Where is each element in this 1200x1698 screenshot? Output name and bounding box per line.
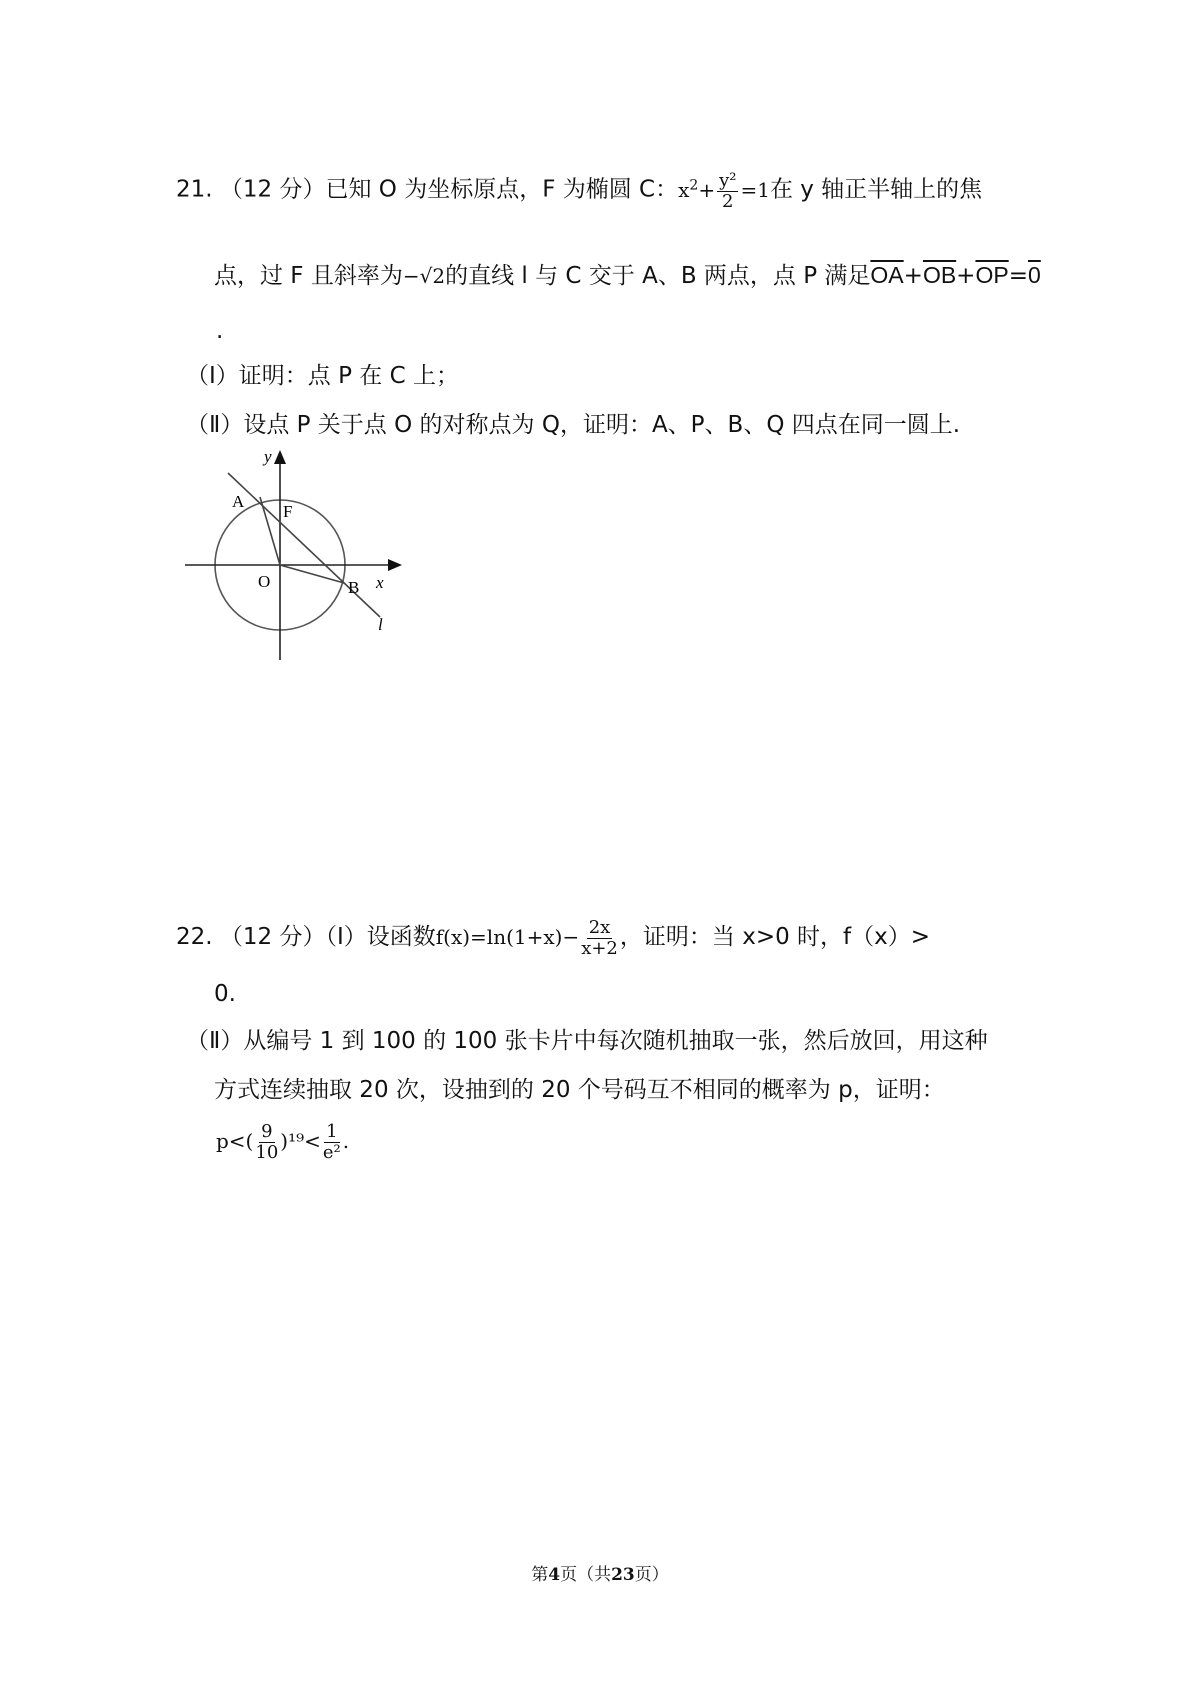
label-a: A (232, 492, 245, 511)
label-f: F (283, 502, 293, 521)
y-axis-arrow-icon (274, 450, 286, 464)
total-pages: 23 (611, 1565, 635, 1585)
label-b: B (348, 578, 360, 597)
ellipse-equation: $x^2+$ $\frac{\text{y²}}{2}$ =1 (678, 169, 770, 212)
ellipse-figure (180, 445, 420, 665)
q21-part1: （Ⅰ）证明：点 P 在 C 上； (186, 363, 459, 389)
q21-line1 (176, 170, 982, 212)
q21-period: . (216, 318, 224, 344)
label-o: O (258, 572, 271, 591)
q21-text: 21. （12 分）已知 O 为坐标原点，F 为椭圆 C： (176, 176, 679, 203)
q21-text-2: 在 y 轴正半轴上的焦 (769, 176, 983, 203)
q22-line2: 0. (214, 981, 236, 1007)
function-formula: f(x)=ln(1+x)− $\frac{2x}{x+2}$ (435, 917, 618, 959)
vector-zero: 0 (1027, 262, 1041, 288)
slope-value: −√2 (402, 264, 446, 288)
q22-part2-line1: （Ⅱ）从编号 1 到 100 的 100 张卡片中每次随机抽取一张，然后放回，用这种 (186, 1028, 988, 1054)
segment-oa (260, 497, 280, 565)
label-x: x (376, 573, 384, 592)
x-axis-arrow-icon (388, 559, 402, 571)
q22-part2-line2: 方式连续抽取 20 次，设抽到的 20 个号码互不相同的概率为 p，证明： (214, 1077, 945, 1103)
label-l: l (378, 615, 383, 634)
label-y: y (264, 447, 272, 466)
q21-part2: （Ⅱ）设点 P 关于点 O 的对称点为 Q，证明：A、P、B、Q 四点在同一圆上. (186, 412, 961, 438)
page-number: 4 (548, 1565, 561, 1585)
q21-line2: 点，过 F 且斜率为−√2的直线 l 与 C 交于 A、B 两点，点 P 满足$\overline{OA}+\overline{OB}+\overline{OP}=0$ (214, 262, 1041, 289)
q22-inequality: p<( $\frac{9}{10}$ )¹⁹< $\frac{1}{\text{e²}}$ . (216, 1121, 350, 1163)
page-footer: 第4页（共23页） (531, 1565, 669, 1585)
vector-ob: $\overline{OB}$ (922, 262, 957, 288)
vector-oa: $\overline{OA}$ (870, 262, 904, 288)
vector-op: $\overline{OP}$ (975, 262, 1009, 288)
q22-line1: 22. （12 分）（Ⅰ）设函数f(x)=ln(1+x)− $\frac{2x}{x+2}$ ，证明：当 x>0 时，f（x）> (176, 917, 931, 959)
